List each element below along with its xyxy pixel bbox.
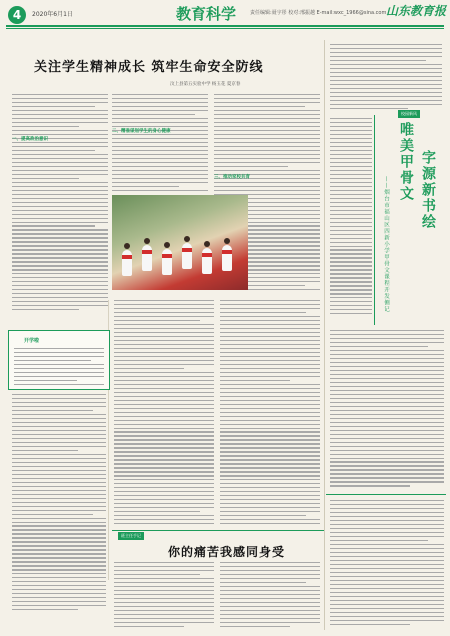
section-title: 教育科学 [176, 5, 237, 23]
header-rule-thin [6, 28, 444, 29]
header-rule [6, 25, 444, 27]
bottom-article-column-2 [220, 562, 320, 630]
bottom-article-headline: 你的痛苦我感同身受 [168, 545, 286, 559]
subhead: 一、提高政治意识 [12, 137, 48, 142]
middle-lower-column-1 [114, 300, 214, 527]
poem-text [14, 348, 104, 388]
right-column-divider [324, 40, 325, 630]
lower-left-column [12, 394, 106, 613]
newspaper-logo: 山东教育报 [386, 4, 447, 18]
side-feature-title-2: 字源新书绘 [420, 150, 436, 230]
main-article-column-2 [112, 94, 208, 194]
right-middle-column [330, 330, 444, 489]
page-number: 4 [8, 6, 26, 24]
editor-line: 责任编辑:聂宇彤 校对:邢振越 E-mail:wxc_1966@sina.com [250, 10, 387, 16]
bottom-article-tag: 班主任手记 [118, 532, 144, 540]
main-article-column-1 [12, 94, 108, 313]
subhead: 三、推动家校共育 [214, 175, 250, 180]
side-feature-tag: 校园新风 [398, 110, 420, 118]
subhead: 二、精准谋划学生的身心健康 [112, 129, 171, 134]
middle-lower-column-2 [220, 300, 320, 527]
right-bottom-column [330, 500, 444, 628]
main-byline: 汶上县第五实验中学 杨玉花 夏京春 [170, 82, 241, 87]
bottom-article-column-1 [114, 562, 214, 630]
issue-date: 2020年6月1日 [32, 11, 73, 18]
poem-title: 开学啦 [24, 338, 40, 344]
right-bottom-rule [326, 494, 446, 495]
side-feature-subtitle: ——烟台市福山区四新小学甲骨文课程开发侧记 [383, 176, 389, 313]
right-narrow-column [330, 118, 372, 317]
side-feature-rule [374, 115, 375, 325]
bottom-article-rule [112, 530, 324, 531]
students-photo [112, 195, 248, 290]
main-headline: 关注学生精神成长 筑牢生命安全防线 [34, 60, 264, 75]
side-feature-title-1: 唯美甲骨文 [398, 122, 414, 202]
right-top-column [330, 44, 442, 112]
